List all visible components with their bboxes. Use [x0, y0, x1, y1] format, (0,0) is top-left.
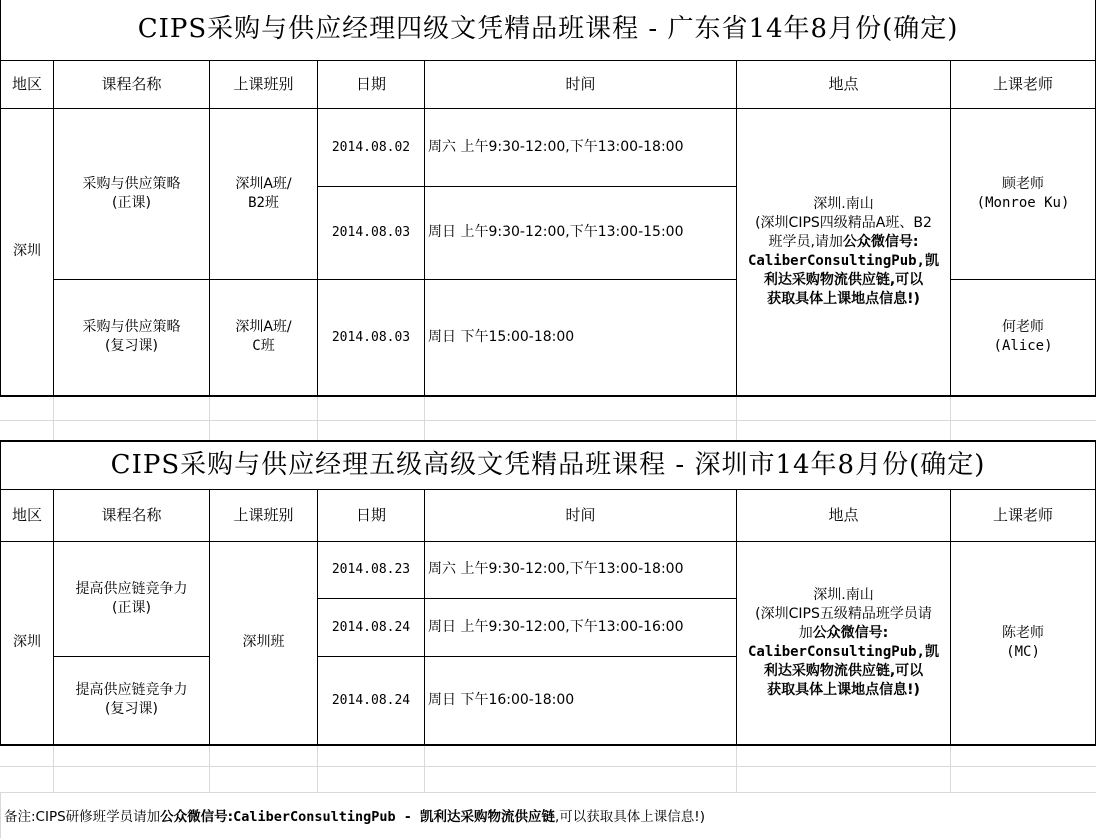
- footer-wechat: CaliberConsultingPub - 凯利达采购物流供应链: [233, 809, 556, 825]
- header-date: 日期: [318, 489, 425, 541]
- course-table-level5: [0, 440, 1096, 746]
- header-time: 时间: [425, 60, 737, 108]
- location-note: (深圳CIPS五级精品班学员请: [755, 605, 932, 622]
- course-name: 采购与供应策略: [82, 319, 181, 336]
- header-teacher: 上课老师: [951, 60, 1096, 108]
- class-line: B2班: [248, 194, 279, 211]
- location-note-bold: 获取具体上课地点信息!): [767, 681, 920, 698]
- header-date: 日期: [318, 60, 425, 108]
- teacher-cell: [951, 279, 1096, 396]
- location-note-bold: 利达采购物流供应链,可以: [763, 271, 924, 288]
- course-type: (复习课): [105, 338, 158, 355]
- header-region: 地区: [1, 60, 54, 108]
- course-table-level4: [0, 0, 1096, 397]
- teacher-english-name: (Monroe Ku): [976, 194, 1070, 211]
- location-note: (深圳CIPS四级精品A班、B2: [755, 214, 932, 231]
- location-note-bold: 公众微信号:: [842, 233, 919, 250]
- course-name-cell: [54, 656, 210, 745]
- location-place: 深圳.南山: [813, 195, 874, 212]
- date-cell: 2014.08.24: [318, 598, 425, 656]
- header-teacher: 上课老师: [951, 489, 1096, 541]
- region-cell: 深圳: [1, 108, 54, 396]
- time-cell: 周日 上午9:30-12:00,下午13:00-15:00: [425, 186, 737, 279]
- time-cell: 周六 上午9:30-12:00,下午13:00-18:00: [425, 541, 737, 598]
- table-title: CIPS采购与供应经理四级文凭精品班课程 - 广东省14年8月份(确定): [1, 0, 1096, 60]
- class-line: C班: [252, 338, 275, 355]
- date-cell: 2014.08.03: [318, 279, 425, 396]
- wechat-id: CaliberConsultingPub,凯: [747, 252, 939, 269]
- header-location: 地点: [737, 60, 951, 108]
- header-class: 上课班别: [210, 489, 318, 541]
- teacher-name: 顾老师: [1002, 175, 1045, 192]
- date-cell: 2014.08.24: [318, 656, 425, 745]
- date-cell: 2014.08.02: [318, 108, 425, 186]
- header-location: 地点: [737, 489, 951, 541]
- footer-note: [4, 805, 705, 825]
- course-type: (复习课): [105, 701, 158, 718]
- location-cell: [737, 541, 951, 745]
- wechat-id: CaliberConsultingPub,凯: [747, 643, 939, 660]
- teacher-cell: [951, 541, 1096, 745]
- footer-prefix: 备注:CIPS研修班学员请加: [4, 809, 161, 825]
- class-line: 深圳A班/: [235, 319, 292, 336]
- location-place: 深圳.南山: [813, 586, 874, 603]
- header-course-name: 课程名称: [54, 60, 210, 108]
- location-note: 班学员,请加: [768, 233, 843, 250]
- header-region: 地区: [1, 489, 54, 541]
- location-note-bold: 利达采购物流供应链,可以: [763, 662, 924, 679]
- course-name: 采购与供应策略: [82, 175, 181, 192]
- course-name: 提高供应链竞争力: [75, 580, 188, 597]
- course-name: 提高供应链竞争力: [75, 682, 188, 699]
- course-type: (正课): [112, 599, 151, 616]
- teacher-cell: [951, 108, 1096, 279]
- location-note-bold: 获取具体上课地点信息!): [767, 290, 920, 307]
- location-note-bold: 公众微信号:: [812, 624, 889, 641]
- header-course-name: 课程名称: [54, 489, 210, 541]
- location-cell: [737, 108, 951, 396]
- table-title: CIPS采购与供应经理五级高级文凭精品班课程 - 深圳市14年8月份(确定): [1, 441, 1096, 489]
- teacher-english-name: (MC): [1006, 643, 1040, 660]
- location-note: 加: [798, 624, 813, 641]
- time-cell: 周日 上午9:30-12:00,下午13:00-16:00: [425, 598, 737, 656]
- header-time: 时间: [425, 489, 737, 541]
- course-name-cell: [54, 108, 210, 279]
- date-cell: 2014.08.23: [318, 541, 425, 598]
- region-cell: 深圳: [1, 541, 54, 745]
- teacher-english-name: (Alice): [993, 338, 1053, 355]
- class-cell: [210, 279, 318, 396]
- footer-bold: 公众微信号:: [160, 809, 234, 825]
- time-cell: 周日 下午15:00-18:00: [425, 279, 737, 396]
- header-class: 上课班别: [210, 60, 318, 108]
- footer-suffix: ,可以获取具体上课信息!): [555, 809, 705, 825]
- teacher-name: 陈老师: [1002, 624, 1045, 641]
- time-cell: 周日 下午16:00-18:00: [425, 656, 737, 745]
- class-cell: [210, 108, 318, 279]
- time-cell: 周六 上午9:30-12:00,下午13:00-18:00: [425, 108, 737, 186]
- course-name-cell: [54, 279, 210, 396]
- course-name-cell: [54, 541, 210, 656]
- course-type: (正课): [112, 194, 151, 211]
- teacher-name: 何老师: [1002, 319, 1045, 336]
- class-line: 深圳A班/: [235, 175, 292, 192]
- class-cell: 深圳班: [210, 541, 318, 745]
- date-cell: 2014.08.03: [318, 186, 425, 279]
